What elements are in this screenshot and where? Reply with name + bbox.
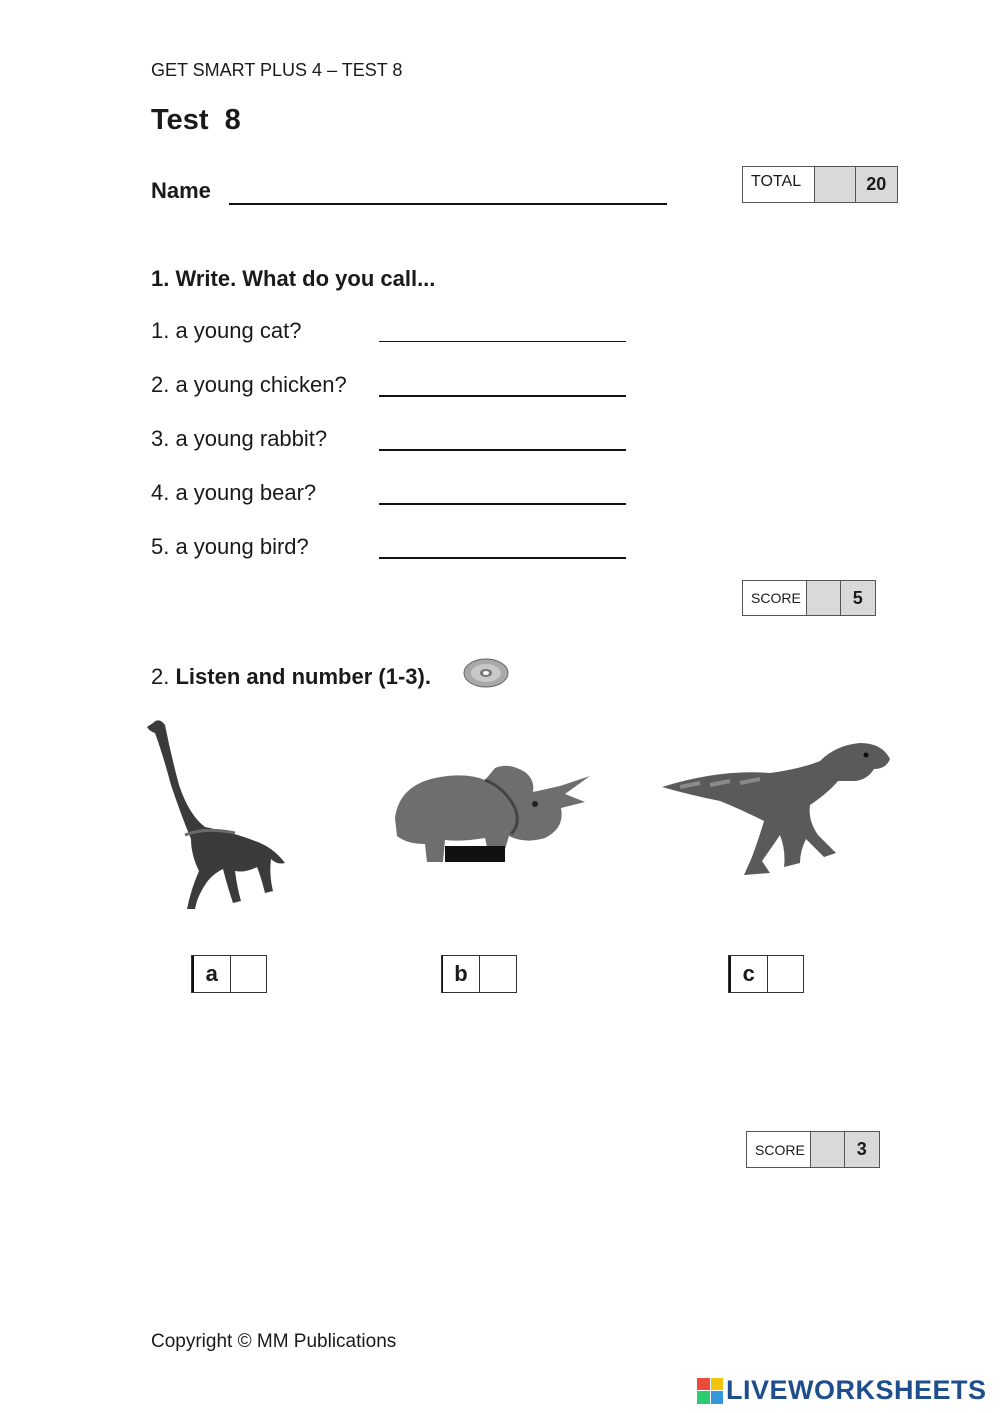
exercise-2-title (151, 664, 431, 690)
question-2: 2. a young chicken? (151, 372, 347, 397)
answer-box-a (191, 955, 267, 993)
answer-box-b (441, 955, 517, 993)
number-field-b[interactable] (480, 956, 516, 992)
exercise-2-score-box (746, 1131, 880, 1168)
answer-field-4[interactable] (379, 503, 626, 505)
brachiosaurus-image (145, 715, 295, 915)
answer-field-3[interactable] (379, 449, 626, 451)
total-score-field[interactable] (815, 167, 855, 202)
allosaurus-image (660, 735, 895, 885)
box-letter-b: b (442, 956, 480, 992)
answer-field-1[interactable] (379, 341, 626, 342)
copyright-text: Copyright © MM Publications (151, 1331, 397, 1352)
number-field-c[interactable] (768, 956, 804, 992)
answer-field-5[interactable] (379, 557, 626, 559)
question-4: 4. a young bear? (151, 480, 317, 505)
brand-name: LIVEWORKSHEETS (726, 1375, 987, 1405)
number-field-a[interactable] (231, 956, 267, 992)
score-max: 5 (841, 581, 875, 615)
exercise-1-score-field[interactable] (807, 581, 841, 615)
triceratops-image (385, 758, 600, 878)
answer-field-2[interactable] (379, 395, 626, 397)
score-label: SCORE (743, 581, 807, 615)
score-max: 3 (845, 1132, 879, 1167)
exercise-1-title: 1. Write. What do you call... (151, 266, 436, 291)
question-5: 5. a young bird? (151, 534, 309, 559)
total-score-box (742, 166, 898, 203)
box-letter-a: a (192, 956, 231, 992)
total-max: 20 (856, 167, 897, 202)
name-label: Name (151, 178, 211, 203)
exercise-1-score-box (742, 580, 876, 616)
question-3: 3. a young rabbit? (151, 426, 328, 451)
score-label: SCORE (747, 1132, 811, 1167)
question-1: 1. a young cat? (151, 318, 302, 343)
exercise-2-score-field[interactable] (811, 1132, 845, 1167)
worksheet-header: GET SMART PLUS 4 – TEST 8 (151, 60, 403, 80)
exercise-2-number: 2. (151, 664, 170, 689)
page-title: Test 8 (151, 104, 241, 136)
answer-box-c (728, 955, 804, 993)
name-field[interactable] (229, 203, 667, 205)
box-letter-c: c (729, 956, 768, 992)
cd-icon[interactable] (462, 656, 510, 695)
liveworksheets-icon (697, 1378, 723, 1404)
liveworksheets-logo[interactable] (697, 1375, 987, 1406)
exercise-2-instruction: Listen and number (1-3). (175, 664, 431, 689)
total-label: TOTAL (743, 167, 815, 202)
